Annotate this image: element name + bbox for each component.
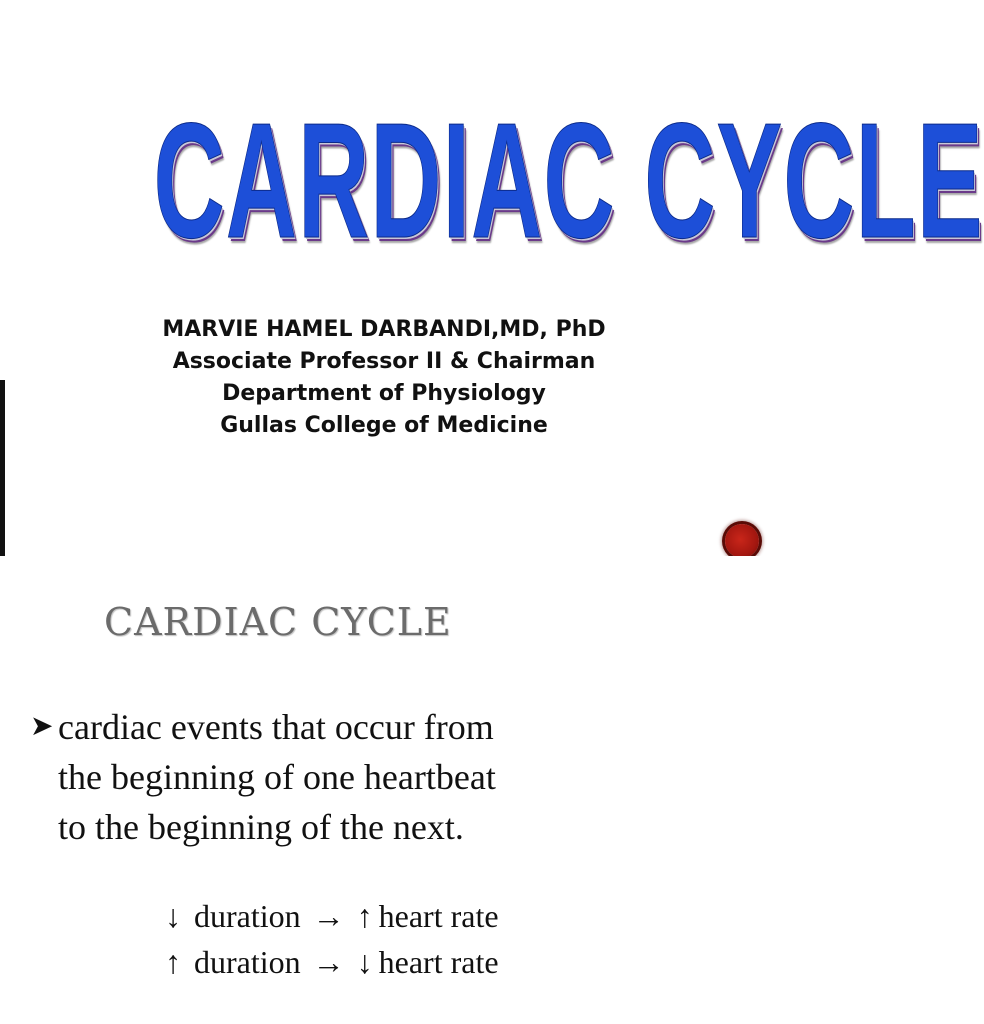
up-arrow-icon: ↑ (356, 898, 373, 934)
definition-line-1: cardiac events that occur from (58, 707, 494, 747)
relation-term: heart rate (378, 898, 499, 934)
relation-row (158, 942, 658, 982)
relation-term: heart rate (378, 944, 499, 980)
arrowhead-bullet-icon: ➤ (30, 711, 54, 742)
definition-text (58, 702, 738, 852)
slide-heading: CARDIAC CYCLE (104, 600, 452, 644)
right-arrow-icon: → (312, 944, 345, 980)
relation-term: duration (194, 898, 301, 934)
author-credits (0, 314, 768, 442)
relation-term: duration (194, 944, 301, 980)
definition-line-3: to the beginning of the next. (58, 807, 464, 847)
author-institution: Gullas College of Medicine (220, 413, 548, 438)
relation-row (158, 896, 658, 936)
up-arrow-icon: ↑ (165, 944, 181, 980)
definition-line-2: the beginning of one heartbeat (58, 757, 496, 797)
right-arrow-icon: → (312, 898, 345, 934)
down-arrow-icon: ↓ (356, 944, 373, 980)
author-department: Department of Physiology (222, 381, 546, 406)
definition-slide (0, 556, 768, 1024)
red-circle-icon (725, 524, 759, 558)
down-arrow-icon: ↓ (165, 898, 181, 934)
slide-main-title: CARDIAC CYCLE (153, 89, 984, 272)
author-position: Associate Professor II & Chairman (172, 349, 596, 374)
author-name: MARVIE HAMEL DARBANDI,MD, PhD (162, 317, 606, 342)
